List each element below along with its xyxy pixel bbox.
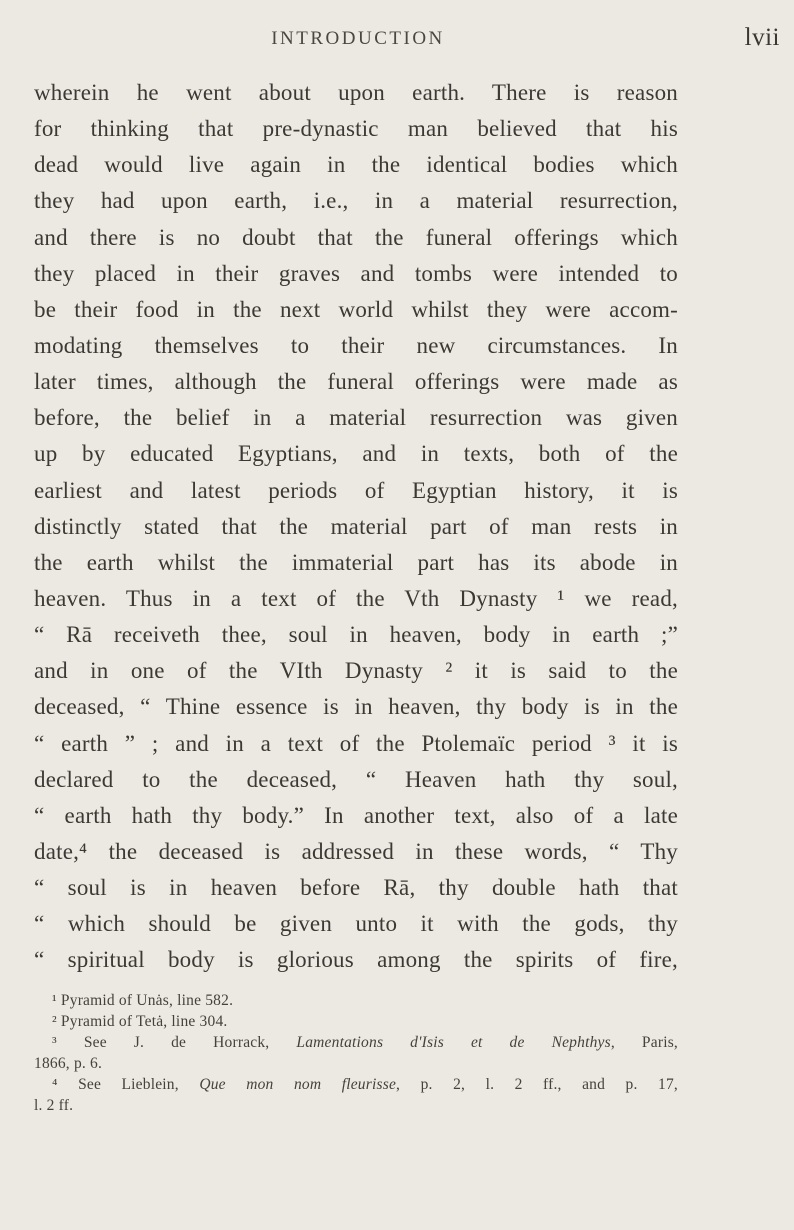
footnote-4-continuation: l. 2 ff. bbox=[34, 1097, 74, 1114]
text-line: “ earth hath thy body.” In another text, also of a late bbox=[34, 802, 678, 828]
page-header bbox=[34, 22, 780, 56]
text-line: heaven. Thus in a text of the Vth Dynasty ¹ we read, bbox=[34, 585, 678, 611]
text-line: earliest and latest periods of Egyptian history, it is bbox=[34, 477, 678, 503]
text-line: date,⁴ the deceased is addressed in these words, “ Thy bbox=[34, 838, 678, 864]
footnote-4-title: Que mon nom fleurisse bbox=[199, 1076, 397, 1093]
footnotes bbox=[34, 990, 678, 1116]
footnote-3 bbox=[34, 1032, 678, 1053]
text-line: be their food in the next world whilst they were accom- bbox=[34, 296, 678, 322]
text-line: “ earth ” ; and in a text of the Ptolemaïc period ³ it is bbox=[34, 730, 678, 756]
footnote-3-continuation: 1866, p. 6. bbox=[34, 1055, 103, 1072]
footnote-4-suffix: , p. 2, l. 2 ff., and p. 17, bbox=[396, 1076, 678, 1093]
text-line: modating themselves to their new circumstances. In bbox=[34, 332, 678, 358]
text-line: deceased, “ Thine essence is in heaven, thy body is in the bbox=[34, 694, 678, 720]
text-line: they placed in their graves and tombs were intended to bbox=[34, 260, 678, 286]
text-line: “ Rā receiveth thee, soul in heaven, body in earth ;” bbox=[34, 622, 678, 648]
footnote-4 bbox=[34, 1074, 678, 1095]
text-line: the earth whilst the immaterial part has its abode in bbox=[34, 549, 678, 575]
text-line: “ which should be given unto it with the gods, thy bbox=[34, 911, 678, 937]
text-line: distinctly stated that the material part of man rests in bbox=[34, 513, 678, 539]
text-line: later times, although the funeral offerings were made as bbox=[34, 369, 678, 395]
footnote-3-prefix: ³ See J. de Horrack, bbox=[52, 1034, 270, 1051]
text-line: dead would live again in the identical bodies which bbox=[34, 152, 678, 178]
footnote-2: ² Pyramid of Tetȧ, line 304. bbox=[52, 1013, 228, 1030]
text-line: wherein he went about upon earth. There is reason bbox=[34, 80, 678, 105]
footnote-3-suffix: , Paris, bbox=[610, 1034, 678, 1051]
body-text bbox=[34, 75, 678, 979]
text-line: up by educated Egyptians, and in texts, both of the bbox=[34, 441, 678, 467]
text-line: and in one of the VIth Dynasty ² it is said to the bbox=[34, 658, 678, 684]
text-line: “ spiritual body is glorious among the spirits of fire, bbox=[34, 947, 678, 973]
footnote-4-prefix: ⁴ See Lieblein, bbox=[52, 1076, 179, 1093]
footnote-3-title: Lamentations d'Isis et de Nephthys bbox=[296, 1034, 611, 1051]
text-line: for thinking that pre-dynastic man believed that his bbox=[34, 116, 678, 142]
text-line: declared to the deceased, “ Heaven hath thy soul, bbox=[34, 766, 678, 792]
text-line: “ soul is in heaven before Rā, thy double hath that bbox=[34, 875, 678, 901]
running-title: INTRODUCTION bbox=[271, 28, 445, 49]
text-line: they had upon earth, i.e., in a material resurrection, bbox=[34, 188, 678, 214]
text-line: before, the belief in a material resurrection was given bbox=[34, 405, 678, 431]
page-number: lvii bbox=[744, 24, 780, 51]
text-line: and there is no doubt that the funeral offerings which bbox=[34, 224, 678, 250]
footnote-1: ¹ Pyramid of Unȧs, line 582. bbox=[52, 992, 234, 1009]
